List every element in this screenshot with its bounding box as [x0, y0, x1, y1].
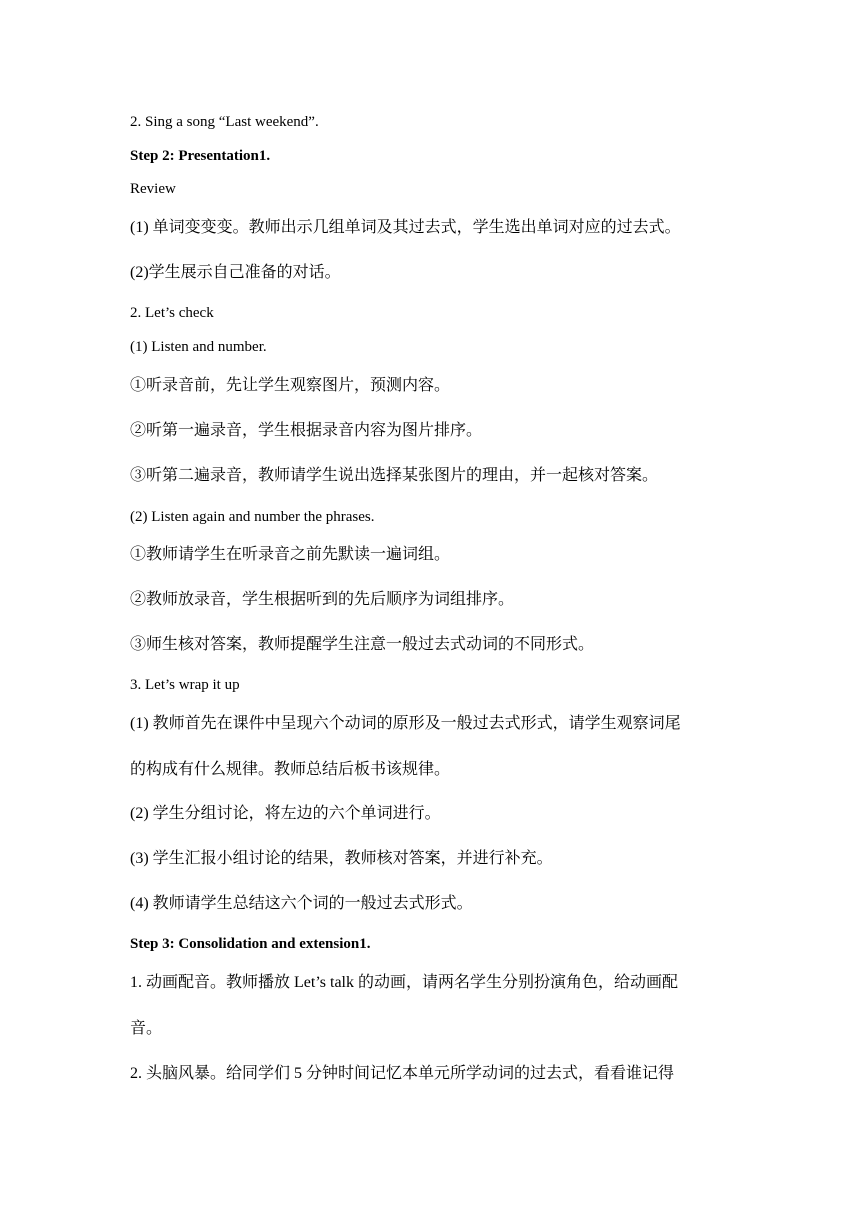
- text-line-summarize-forms: (4) 教师请学生总结这六个词的一般过去式形式。: [130, 895, 473, 912]
- step2-heading: Step 2: Presentation1.: [130, 148, 271, 164]
- text-line-check-answers: ③师生核对答案，教师提醒学生注意一般过去式动词的不同形式。: [130, 636, 595, 653]
- text-line-play-recording: ②教师放录音，学生根据听到的先后顺序为词组排序。: [130, 591, 515, 608]
- text-line-before-listening: ①听录音前，先让学生观察图片，预测内容。: [130, 377, 451, 394]
- text-line-sing-song: 2. Sing a song “Last weekend”.: [130, 114, 319, 130]
- text-line-lets-check: 2. Let’s check: [130, 305, 214, 321]
- text-line-show-dialogue: (2)学生展示自己准备的对话。: [130, 264, 341, 281]
- text-line-dubbing: 1. 动画配音。教师播放 Let’s talk 的动画，请两名学生分别扮演角色，给动画配: [130, 974, 678, 991]
- text-line-listen-again: (2) Listen again and number the phrases.: [130, 509, 375, 525]
- text-line-first-listening: ②听第一遍录音，学生根据录音内容为图片排序。: [130, 422, 483, 439]
- text-line-listen-number: (1) Listen and number.: [130, 339, 267, 355]
- text-line-wrap-it-up: 3. Let’s wrap it up: [130, 677, 240, 693]
- text-line-brainstorm: 2. 头脑风暴。给同学们 5 分钟时间记忆本单元所学动词的过去式，看看谁记得: [130, 1065, 675, 1082]
- text-line-word-change: (1) 单词变变变。教师出示几组单词及其过去式，学生选出单词对应的过去式。: [130, 219, 681, 236]
- text-line-present-verbs: (1) 教师首先在课件中呈现六个动词的原形及一般过去式形式，请学生观察词尾: [130, 715, 681, 732]
- step3-heading: Step 3: Consolidation and extension1.: [130, 936, 371, 952]
- text-line-group-discussion: (2) 学生分组讨论，将左边的六个单词进行。: [130, 805, 441, 822]
- text-line-second-listening: ③听第二遍录音，教师请学生说出选择某张图片的理由，并一起核对答案。: [130, 467, 659, 484]
- text-line-report-results: (3) 学生汇报小组讨论的结果，教师核对答案，并进行补充。: [130, 850, 553, 867]
- text-line-read-phrases: ①教师请学生在听录音之前先默读一遍词组。: [130, 546, 451, 563]
- text-line-dubbing-cont: 音。: [130, 1020, 163, 1037]
- text-line-summarize-rule: 的构成有什么规律。教师总结后板书该规律。: [130, 761, 451, 778]
- text-line-review: Review: [130, 181, 176, 197]
